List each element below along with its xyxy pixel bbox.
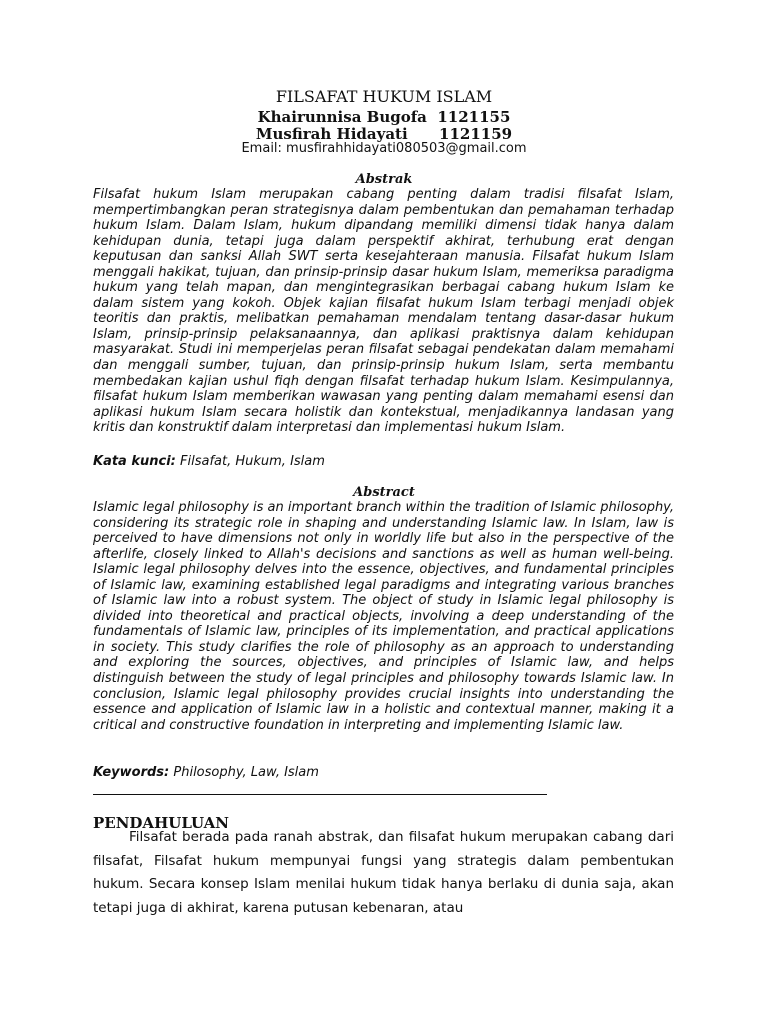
introduction-heading: PENDAHULUAN xyxy=(93,814,230,832)
introduction-paragraph: Filsafat berada pada ranah abstrak, dan filsafat hukum merupakan cabang dari filsafat, Filsafat hukum mempunyai fungsi yang strategis dalam pembentukan hukum. Secara konsep Islam menilai hukum tidak hanya berlaku di dunia saja, akan tetapi juga di akhirat, karena putusan kebenaran, atau xyxy=(93,829,674,917)
paper-title: FILSAFAT HUKUM ISLAM xyxy=(275,87,493,106)
abstract-keywords-text: Philosophy, Law, Islam xyxy=(169,765,319,780)
abstract-heading: Abstract xyxy=(353,485,415,500)
abstract-keywords-label: Keywords: xyxy=(93,765,170,780)
introduction-body xyxy=(93,826,674,921)
abstrak-keywords-label: Kata kunci: xyxy=(93,454,176,469)
section-divider xyxy=(93,794,547,795)
author-email: Email: musfirahhidayati080503@gmail.com xyxy=(241,141,527,156)
abstrak-heading: Abstrak xyxy=(355,172,413,187)
abstract-keywords xyxy=(93,765,674,781)
abstract-body: Islamic legal philosophy is an important branch within the tradition of Islamic philosophy, considering its strategic role in shaping and understanding Islamic law. In Islam, law is perceived to have dimensions not only in worldly life but also in the perspective of the afterlife, closely linked to Allah's decisions and sanctions as well as human well-being. Islamic legal philosophy delves into the essence, objectives, and fundamental principles of Islamic law, examining established legal paradigms and integrating various branches of Islamic law into a robust system. The object of study in Islamic legal philosophy is divided into theoretical and practical objects, involving a deep understanding of the fundamentals of Islamic law, principles of its implementation, and practical applications in society. This study clarifies the role of philosophy as an approach to understanding and exploring the sources, objectives, and principles of Islamic law, and helps distinguish between the study of legal principles and philosophy towards Islamic law. In conclusion, Islamic legal philosophy provides crucial insights into understanding the essence and application of Islamic law in a holistic and contextual manner, making it a critical and constructive foundation in interpreting and implementing Islamic law. xyxy=(93,500,675,733)
abstrak-keywords-text: Filsafat, Hukum, Islam xyxy=(175,454,325,469)
abstrak-keywords xyxy=(93,454,674,470)
abstrak-body: Filsafat hukum Islam merupakan cabang penting dalam tradisi filsafat Islam, mempertimbangkan peran strategisnya dalam pembentukan dan pemahaman terhadap hukum Islam. Dalam Islam, hukum dipandang memiliki dimensi tidak hanya dalam kehidupan dunia, tetapi juga dalam perspektif akhirat, terhubung erat dengan keputusan dan sanksi Allah SWT serta kesejahteraan manusia. Filsafat hukum Islam menggali hakikat, tujuan, dan prinsip-prinsip dasar hukum Islam, memeriksa paradigma hukum yang telah mapan, dan mengintegrasikan berbagai cabang hukum Islam ke dalam sistem yang kokoh. Objek kajian filsafat hukum Islam terbagi menjadi objek teoritis dan praktis, melibatkan pemahaman mendalam tentang dasar-dasar hukum Islam, prinsip-prinsip pelaksanaannya, dan aplikasi praktisnya dalam kehidupan masyarakat. Studi ini memperjelas peran filsafat sebagai pendekatan dalam memahami dan menggali sumber, tujuan, dan prinsip-prinsip hukum Islam, serta membantu membedakan kajian ushul fiqh dengan filsafat terhadap hukum Islam. Kesimpulannya, filsafat hukum Islam memberikan wawasan yang penting dalam memahami esensi dan aplikasi hukum Islam secara holistik dan kontekstual, menjadikannya landasan yang kritis dan konstruktif dalam interpretasi dan implementasi hukum Islam. xyxy=(93,187,674,436)
author-line-2: Musfirah Hidayati 1121159 xyxy=(255,125,513,143)
author-line-1: Khairunnisa Bugofa 1121155 xyxy=(257,108,511,126)
